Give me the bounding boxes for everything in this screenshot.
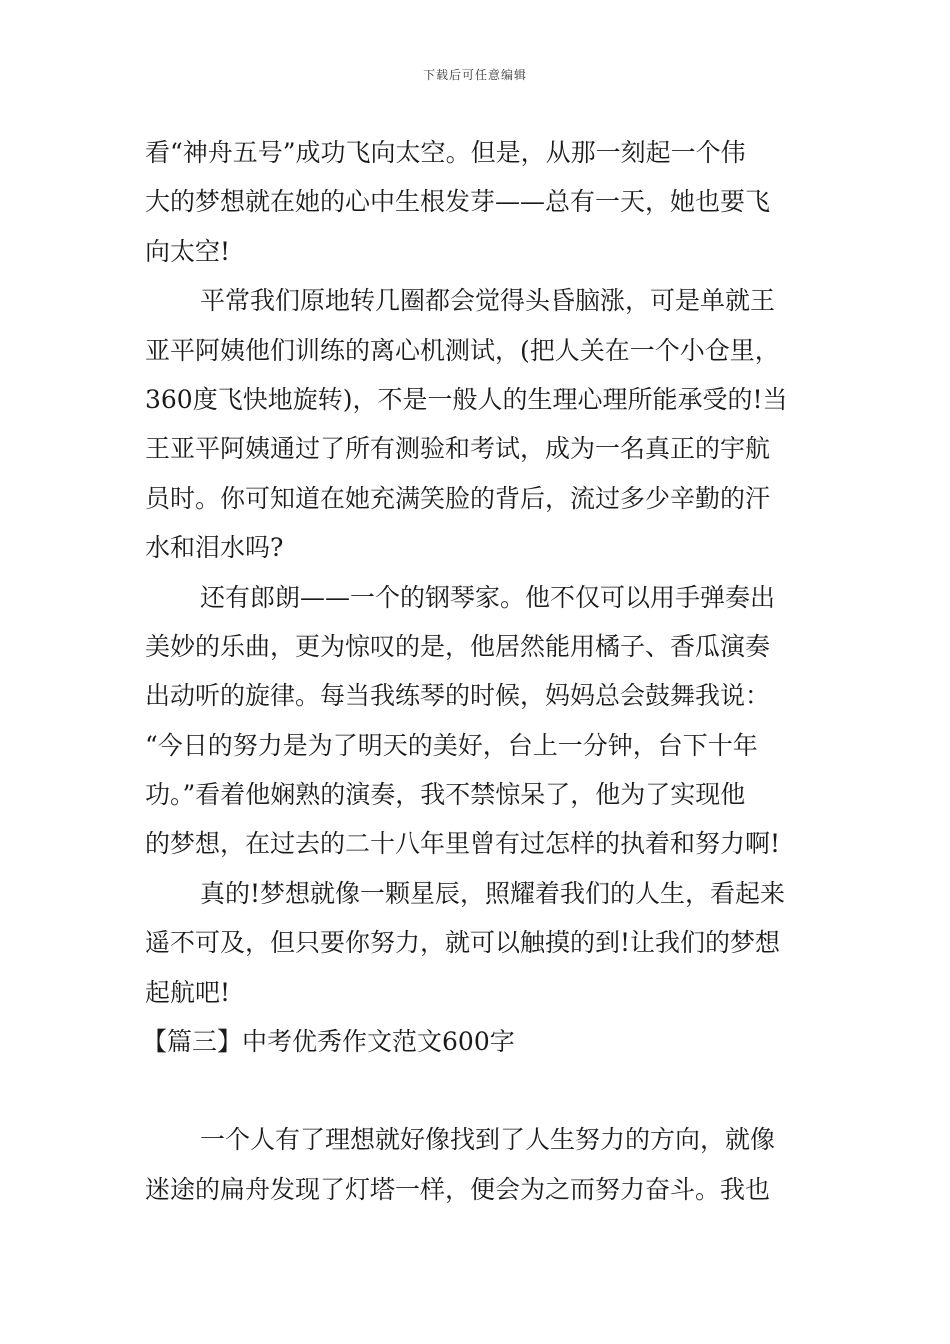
text-line: 还有郎朗——一个的钢琴家。他不仅可以用手弹奏出 <box>200 582 776 612</box>
paragraph-4 <box>145 869 815 1017</box>
paragraph-1 <box>145 128 815 276</box>
paragraph-2 <box>145 276 815 572</box>
text-line: 一个人有了理想就好像找到了人生努力的方向，就像 <box>200 1125 776 1155</box>
text-line: 亚平阿姨他们训练的离心机测试，(把人关在一个小仓里， <box>145 335 780 365</box>
text-line: “今日的努力是为了明天的美好，台上一分钟，台下十年 <box>145 730 758 760</box>
page-header: 下载后可任意编辑 <box>422 68 527 82</box>
text-line: 起航吧! <box>145 977 231 1007</box>
text-line: 王亚平阿姨通过了所有测验和考试，成为一名真正的宇航 <box>145 434 771 464</box>
text-line: 360度飞快地旋转)，不是一般人的生理心理所能承受的!当 <box>145 384 788 414</box>
text-line: 大的梦想就在她的心中生根发芽——总有一天，她也要飞 <box>145 187 771 217</box>
text-line: 迷途的扁舟发现了灯塔一样，便会为之而努力奋斗。我也 <box>145 1174 771 1204</box>
text-line: 向太空! <box>145 236 231 266</box>
text-line: 功。”看着他娴熟的演奏，我不禁惊呆了，他为了实现他 <box>145 780 746 810</box>
document-body <box>142 128 815 1214</box>
text-line: 遥不可及，但只要你努力，就可以触摸的到!让我们的梦想 <box>145 928 781 958</box>
text-line: 水和泪水吗? <box>145 533 284 563</box>
text-line: 真的!梦想就像一颗星辰，照耀着我们的人生，看起来 <box>200 878 786 908</box>
text-line: 的梦想，在过去的二十八年里曾有过怎样的执着和努力啊! <box>145 829 781 859</box>
section-heading: 【篇三】中考优秀作文范文600字 <box>142 1027 515 1057</box>
text-line: 美妙的乐曲，更为惊叹的是，他居然能用橘子、香瓜演奏 <box>145 631 771 661</box>
text-line: 员时。你可知道在她充满笑脸的背后，流过多少辛勤的汗 <box>145 483 771 513</box>
section-spacer <box>145 1066 815 1115</box>
text-line: 出动听的旋律。每当我练琴的时候，妈妈总会鼓舞我说： <box>145 681 771 711</box>
text-line: 看“神舟五号”成功飞向太空。但是，从那一刻起一个伟 <box>145 138 746 167</box>
text-line: 平常我们原地转几圈都会觉得头昏脑涨，可是单就王 <box>200 286 776 316</box>
paragraph-5 <box>145 1115 815 1214</box>
paragraph-3 <box>145 573 815 869</box>
